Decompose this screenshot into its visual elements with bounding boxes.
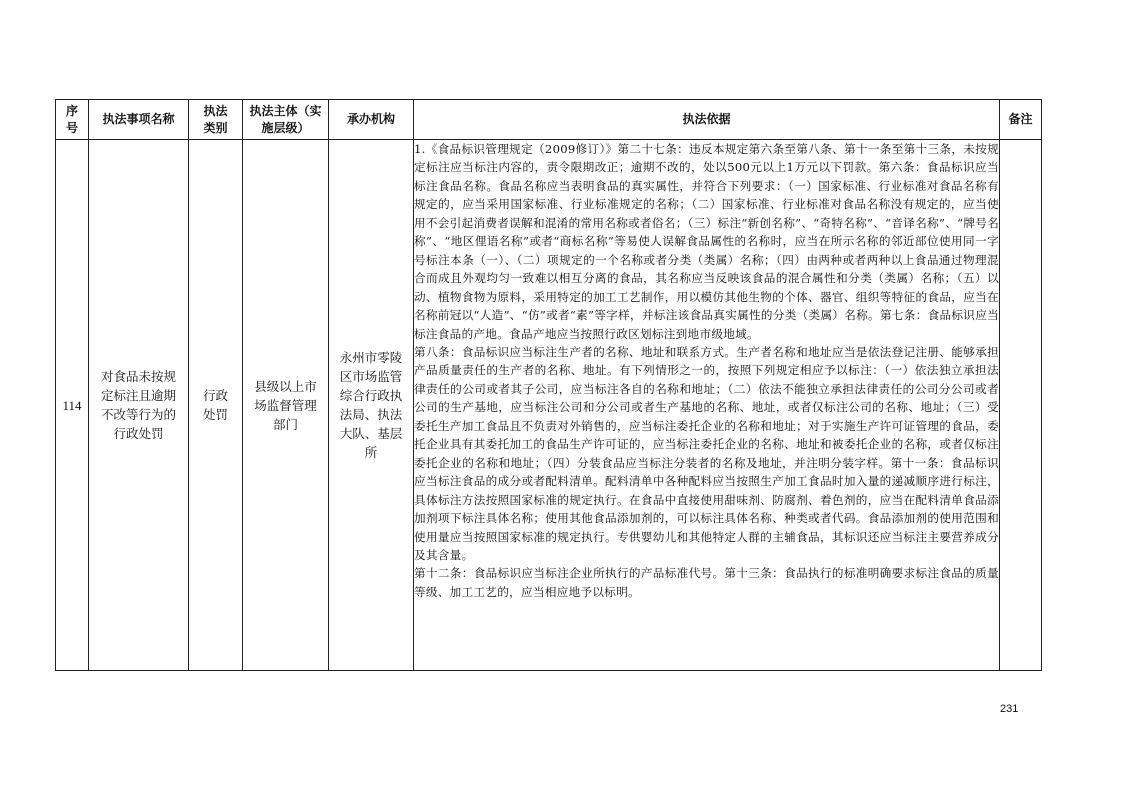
row-category: 行政处罚	[189, 140, 243, 671]
page-number: 231	[1000, 703, 1019, 715]
row-agency: 永州市零陵区市场监管综合行政执法局、执法大队、基层所	[329, 140, 414, 671]
basis-paragraph: 第十二条：食品标识应当标注企业所执行的产品标准代号。第十三条：食品执行的标准明确要求标注食品的质量等级、加工工艺的，应当相应地予以标明。	[414, 566, 999, 599]
table-row	[56, 140, 1042, 671]
header-subject: 执法主体（实施层级）	[243, 100, 329, 140]
header-agency: 承办机构	[329, 100, 414, 140]
header-category: 执法类别	[189, 100, 243, 140]
header-basis: 执法依据	[414, 100, 1000, 140]
enforcement-table	[55, 99, 1042, 671]
basis-paragraph: 第八条：食品标识应当标注生产者的名称、地址和联系方式。生产者名称和地址应当是依法登记注册、能够承担产品质量责任的生产者的名称、地址。有下列情形之一的，按照下列规定相应予以标注：（一）依法独立承担法律责任的公司或者其子公司，应当标注各自的名称和地址；（二）依法不能独立承担法律责任的公司分公司或者公司的生产基地，应当标注公司和分公司或者生产基地的名称、地址，或者仅标注公司的名称、地址；（三）受委托生产加工食品且不负责对外销售的，应当标注委托企业的名称和地址；对于实施生产许可证管理的食品，委托企业具有其委托加工的食品生产许可证的，应当标注委托企业的名称、地址和被委托企业的名称，或者仅标注委托企业的名称和地址；（四）分装食品应当标注分装者的名称及地址，并注明分装字样。第十一条：食品标识应当标注食品的成分或者配料清单。配料清单中各种配料应当按照生产加工食品时加入量的递减顺序进行标注，具体标注方法按照国家标准的规定执行。在食品中直接使用甜味剂、防腐剂、着色剂的，应当在配料清单食品添加剂项下标注具体名称；使用其他食品添加剂的，可以标注具体名称、种类或者代码。食品添加剂的使用范围和使用量应当按照国家标准的规定执行。专供婴幼儿和其他特定人群的主辅食品，其标识还应当标注主要营养成分及其含量。	[414, 344, 999, 562]
row-item-name: 对食品未按规定标注且逾期不改等行为的行政处罚	[89, 140, 189, 671]
row-seq: 114	[56, 140, 89, 671]
header-seq: 序号	[56, 100, 89, 140]
basis-paragraph: 1.《食品标识管理规定（2009修订）》第二十七条：违反本规定第六条至第八条、第十一条至第十三条，未按规定标注应当标注内容的，责令限期改正；逾期不改的，处以500元以上1万元以下罚款。第六条：食品标识应当标注食品名称。食品名称应当表明食品的真实属性，并符合下列要求：（一）国家标准、行业标准对食品名称有规定的，应当采用国家标准、行业标准规定的名称；（二）国家标准、行业标准对食品名称没有规定的，应当使用不会引起消费者误解和混淆的常用名称或者俗名；（三）标注“新创名称”、“奇特名称”、“音译名称”、“牌号名称”、“地区俚语名称”或者“商标名称”等易使人误解食品属性的名称时，应当在所示名称的邻近部位使用同一字号标注本条（一）、（二）项规定的一个名称或者分类（类属）名称；（四）由两种或者两种以上食品通过物理混合而成且外观均匀一致难以相互分离的食品，其名称应当反映该食品的混合属性和分类（类属）名称；（五）以动、植物食物为原料，采用特定的加工工艺制作，用以模仿其他生物的个体、器官、组织等特征的食品，应当在名称前冠以“人造”、“仿”或者“素”等字样，并标注该食品真实属性的分类（类属）名称。第七条：食品标识应当标注食品的产地。食品产地应当按照行政区划标注到地市级地域。	[414, 142, 999, 341]
header-remark: 备注	[1000, 100, 1042, 140]
row-remark	[1000, 140, 1042, 671]
row-subject: 县级以上市场监督管理部门	[243, 140, 329, 671]
header-item-name: 执法事项名称	[89, 100, 189, 140]
header-row	[56, 100, 1042, 140]
row-basis	[414, 140, 1000, 671]
